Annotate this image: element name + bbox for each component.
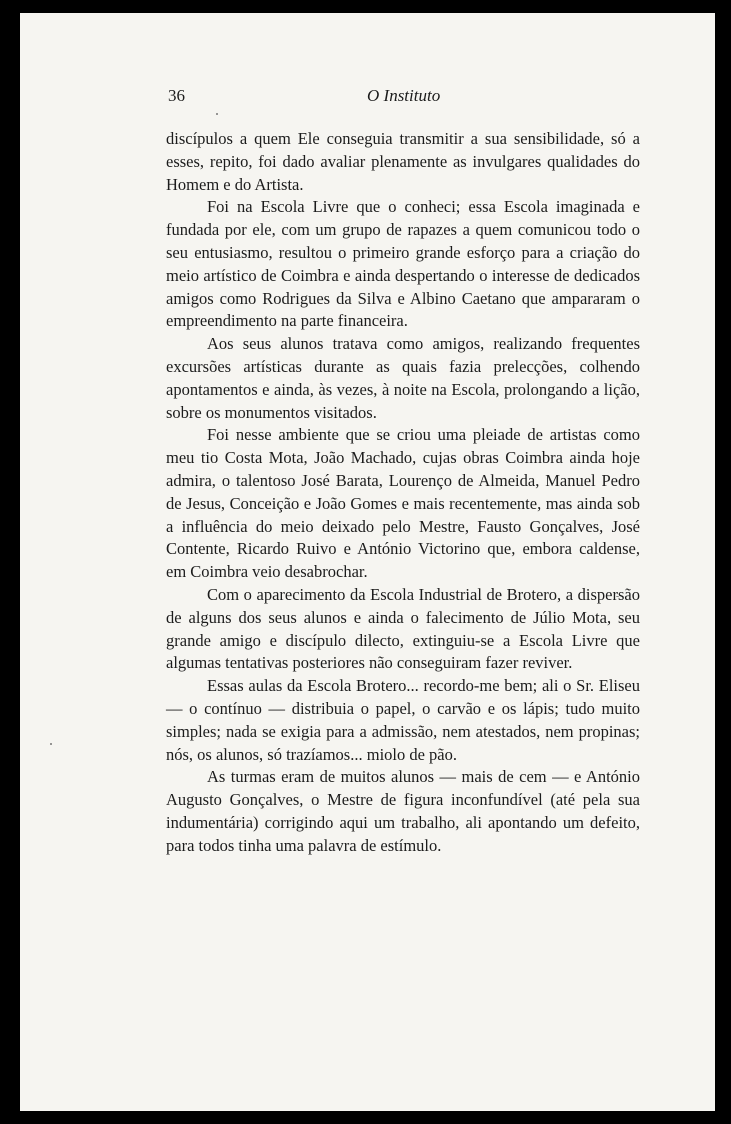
body-text <box>166 128 640 858</box>
paragraph-6: Essas aulas da Escola Brotero... recordo-me bem; ali o Sr. Eliseu — o contínuo — distribuia o papel, o carvão e os lápis; tudo muito simples; nada se exigia para a admissão, nem atestados, nem propinas; nós, os alunos, só trazíamos... miolo de pão. <box>166 676 640 764</box>
paragraph-4: Foi nesse ambiente que se criou uma pleiade de artistas como meu tio Costa Mota, João Machado, cujas obras Coimbra ainda hoje admira, o talentoso José Barata, Lourenço de Almeida, Manuel Pedro de Jesus, Conceição e João Gomes e mais recentemente, mas ainda sob a influência do meio deixado pelo Mestre, Fausto Gonçalves, José Contente, Ricardo Ruivo e António Victorino que, embora caldense, em Coimbra veio desabrochar. <box>166 425 640 582</box>
paragraph-1: discípulos a quem Ele conseguia transmitir a sua sensibilidade, só a esses, repito, foi dado avaliar plenamente as invulgares qualidades do Homem e do Artista. <box>166 129 640 194</box>
paragraph-7: As turmas eram de muitos alunos — mais de cem — e António Augusto Gonçalves, o Mestre de figura inconfundível (até pela sua indumentária) corrigindo aqui um trabalho, ali apontando um defeito, para todos tinha uma palavra de estímulo. <box>166 767 640 855</box>
page-number: 36 <box>168 86 185 105</box>
paper-speck <box>50 743 52 745</box>
running-title: O Instituto <box>367 86 441 105</box>
paragraph-3: Aos seus alunos tratava como amigos, realizando frequentes excursões artísticas durante as quais fazia prelecções, colhendo apontamentos e ainda, às vezes, à noite na Escola, prolongando a lição, sobre os monumentos visitados. <box>166 334 640 422</box>
page-header <box>168 86 640 114</box>
paragraph-5: Com o aparecimento da Escola Industrial de Brotero, a dispersão de alguns dos seus alunos e ainda o falecimento de Júlio Mota, seu grande amigo e discípulo dilecto, extinguiu-se a Escola Livre que algumas tentativas posteriores não conseguiram fazer reviver. <box>166 584 640 673</box>
paragraph-2: Foi na Escola Livre que o conheci; essa Escola imaginada e fundada por ele, com um grupo de rapazes a quem comunicou todo o seu entusiasmo, resultou o primeiro grande esforço para a criação do meio artístico de Coimbra e ainda despertando o interesse de dedicados amigos como Rodrigues da Silva e Albino Caetano que ampararam o empreendimento na parte financeira. <box>166 197 640 331</box>
